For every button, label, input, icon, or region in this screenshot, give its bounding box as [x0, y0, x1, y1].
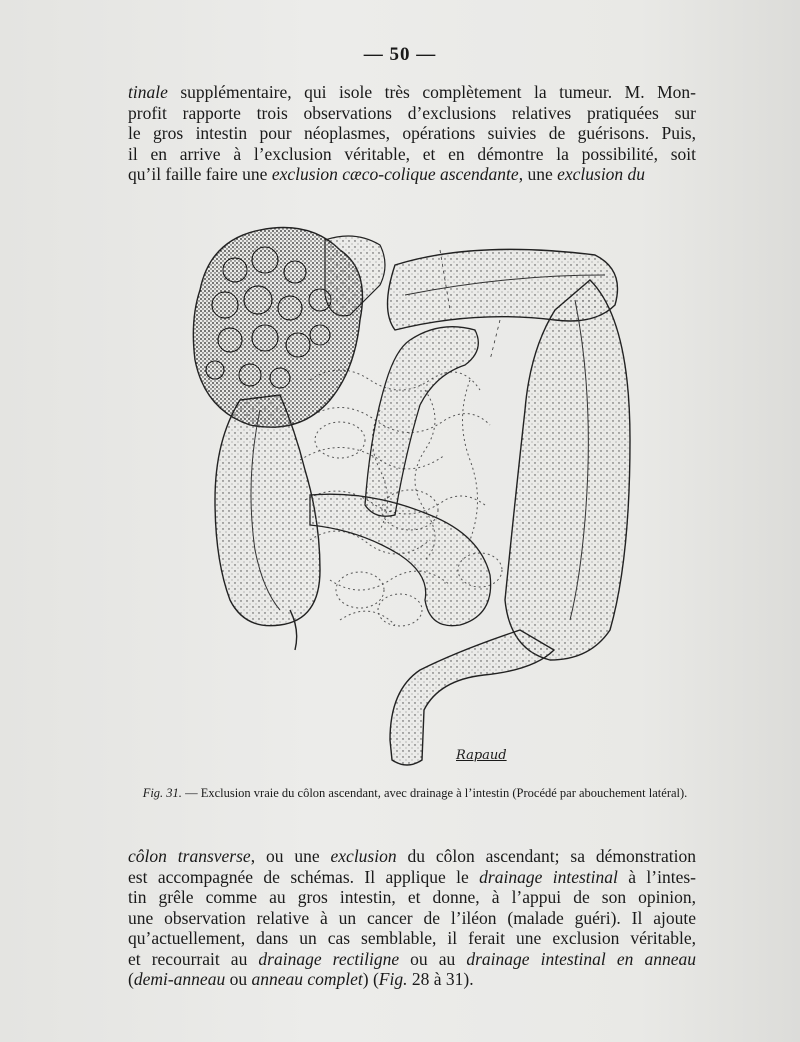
text-line [128, 123, 696, 144]
text-run: ) ( [362, 969, 379, 989]
italic-text: exclusion du [557, 164, 646, 184]
text-line [128, 949, 696, 970]
text-run: tin grêle comme au gros intestin, et donne, à l’appui de son opinion, [128, 887, 696, 907]
bottom-paragraph [128, 846, 696, 990]
colon-stump [325, 236, 385, 316]
italic-text: anneau complet [251, 969, 363, 989]
text-run: et recourrait au [128, 948, 259, 969]
illustrator-signature: Rapaud [456, 748, 507, 763]
text-line [128, 144, 696, 165]
text-run: une observation relative à un cancer de l’iléon (malade guéri). Il ajoute [128, 907, 696, 928]
ileum-loop [310, 494, 491, 626]
page-number: — 50 — [363, 44, 437, 65]
text-line [128, 887, 696, 908]
text-line [128, 82, 696, 103]
text-run: est accompagnée de schémas. Il applique le [128, 866, 480, 887]
text-run: qu’il faille faire une [128, 164, 272, 184]
text-run: le gros intestin pour néoplasmes, opérations suivies de guérisons. Puis, [128, 123, 696, 143]
text-line [128, 969, 696, 990]
text-run: ( [128, 969, 134, 989]
top-paragraph [128, 82, 696, 185]
text-run: supplémentaire, qui isole très complètement la tumeur. M. Mon- [167, 82, 696, 102]
text-run: , ou une [250, 846, 331, 866]
text-run: du côlon ascendant; sa démonstration [396, 846, 696, 866]
drainage-loop [365, 327, 478, 517]
caption-text: — Exclusion vraie du côlon ascendant, avec drainage à l’intestin (Procédé par abouchement latéral). [181, 786, 688, 800]
text-run: ou [225, 969, 252, 989]
descending-colon [505, 280, 630, 660]
italic-text: drainage rectiligne [258, 948, 400, 969]
text-run: 28 à 31). [407, 969, 474, 989]
text-line [128, 846, 696, 867]
italic-text: demi-anneau [133, 969, 226, 989]
italic-text: Fig. [378, 969, 408, 989]
text-run: ou au [399, 948, 467, 969]
caption-label: Fig. 31. [142, 786, 182, 800]
text-run: il en arrive à l’exclusion véritable, et en démontre la possibilité, soit [128, 143, 696, 164]
italic-text: tinale [128, 82, 168, 102]
text-line [128, 867, 696, 888]
italic-text: exclusion cæco-colique ascendante [271, 164, 519, 184]
text-line [128, 103, 696, 124]
text-line [128, 164, 696, 185]
text-line [128, 928, 696, 949]
text-run: , une [518, 164, 558, 184]
text-run: à l’intes- [617, 866, 696, 887]
colon-exclusion-illustration [180, 210, 650, 780]
italic-text: drainage intestinal [479, 866, 618, 887]
italic-text: drainage intestinal en anneau [466, 948, 696, 969]
italic-text: exclusion [330, 846, 397, 866]
sigmoid-rectum [390, 630, 554, 765]
text-run: qu’actuellement, dans un cas semblable, il ferait une exclusion véritable, [128, 928, 696, 948]
text-line [128, 908, 696, 929]
text-run: profit rapporte trois observations d’exclusions relatives pratiquées sur [128, 102, 696, 123]
figure-caption [130, 786, 700, 800]
italic-text: côlon transverse [128, 846, 251, 866]
